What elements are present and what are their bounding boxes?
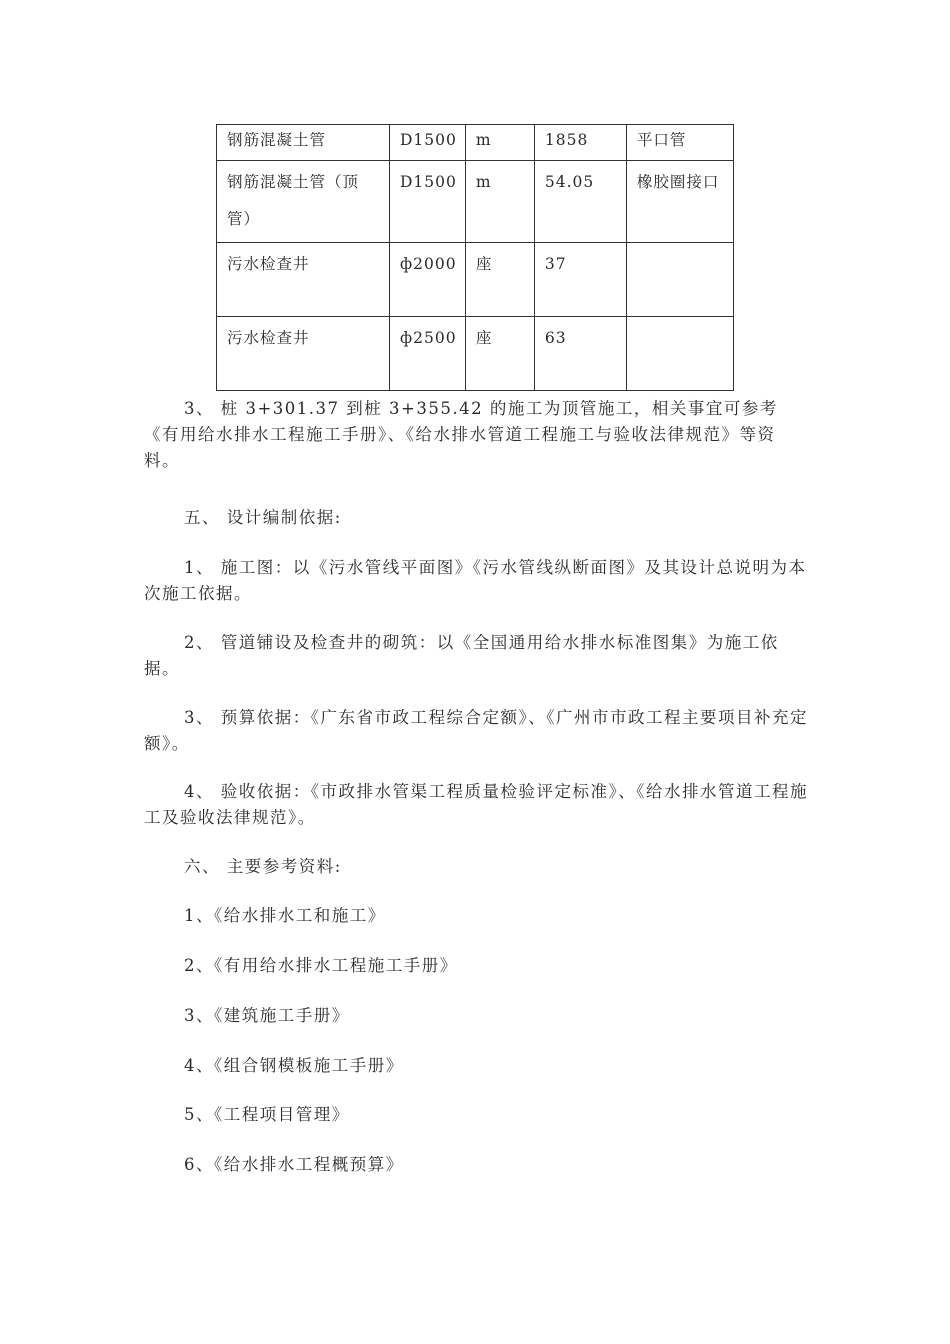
table-cell: 橡胶圈接口: [626, 161, 733, 243]
table-row: [217, 161, 734, 243]
table-cell: 37: [534, 243, 626, 317]
reference-item: 1、《给水排水工和施工》: [184, 906, 386, 925]
table-cell: [626, 243, 733, 317]
reference-item: 4、《组合钢模板施工手册》: [184, 1056, 404, 1075]
table-cell: 污水检查井: [217, 243, 390, 317]
table-cell: 平口管: [626, 125, 733, 161]
reference-item: 2、《有用给水排水工程施工手册》: [184, 956, 458, 975]
materials-table: [216, 124, 734, 391]
table-cell: m: [465, 161, 534, 243]
reference-item: 5、《工程项目管理》: [184, 1105, 350, 1124]
table-cell: 63: [534, 317, 626, 391]
table-cell: ф2500: [390, 317, 466, 391]
table-cell: [626, 317, 733, 391]
table-cell: m: [465, 125, 534, 161]
table-row: [217, 125, 734, 161]
table-cell: 污水检查井: [217, 317, 390, 391]
table-cell: D1500: [390, 125, 466, 161]
table-cell: 座: [465, 317, 534, 391]
table-cell: 钢筋混凝土管（顶管）: [217, 161, 390, 243]
table-cell: D1500: [390, 161, 466, 243]
section5-item: 1、 施工图：以《污水管线平面图》《污水管线纵断面图》及其设计总说明为本次施工依据。: [144, 558, 807, 603]
section5-item: 2、 管道铺设及检查井的砌筑：以《全国通用给水排水标准图集》为施工依据。: [144, 633, 779, 678]
section5-item: 3、 预算依据：《广东省市政工程综合定额》、《广州市市政工程主要项目补充定额》。: [144, 708, 808, 753]
table-cell: 1858: [534, 125, 626, 161]
table-cell: ф2000: [390, 243, 466, 317]
section5-heading: 五、 设计编制依据:: [184, 508, 342, 527]
reference-item: 6、《给水排水工程概预算》: [184, 1155, 404, 1174]
reference-item: 3、《建筑施工手册》: [184, 1006, 350, 1025]
section6-heading: 六、 主要参考资料:: [184, 857, 342, 876]
table-row: [217, 317, 734, 391]
table-cell: 54.05: [534, 161, 626, 243]
table-cell: 钢筋混凝土管: [217, 125, 390, 161]
section5-item: 4、 验收依据：《市政排水管渠工程质量检验评定标准》、《给水排水管道工程施工及验收法律规范》。: [144, 782, 808, 827]
table-row: [217, 243, 734, 317]
paragraph-section3: 3、 桩 3+301.37 到桩 3+355.42 的施工为顶管施工，相关事宜可参考《有用给水排水工程施工手册》、《给水排水管道工程施工与验收法律规范》等资料。: [144, 399, 778, 470]
table-cell: 座: [465, 243, 534, 317]
